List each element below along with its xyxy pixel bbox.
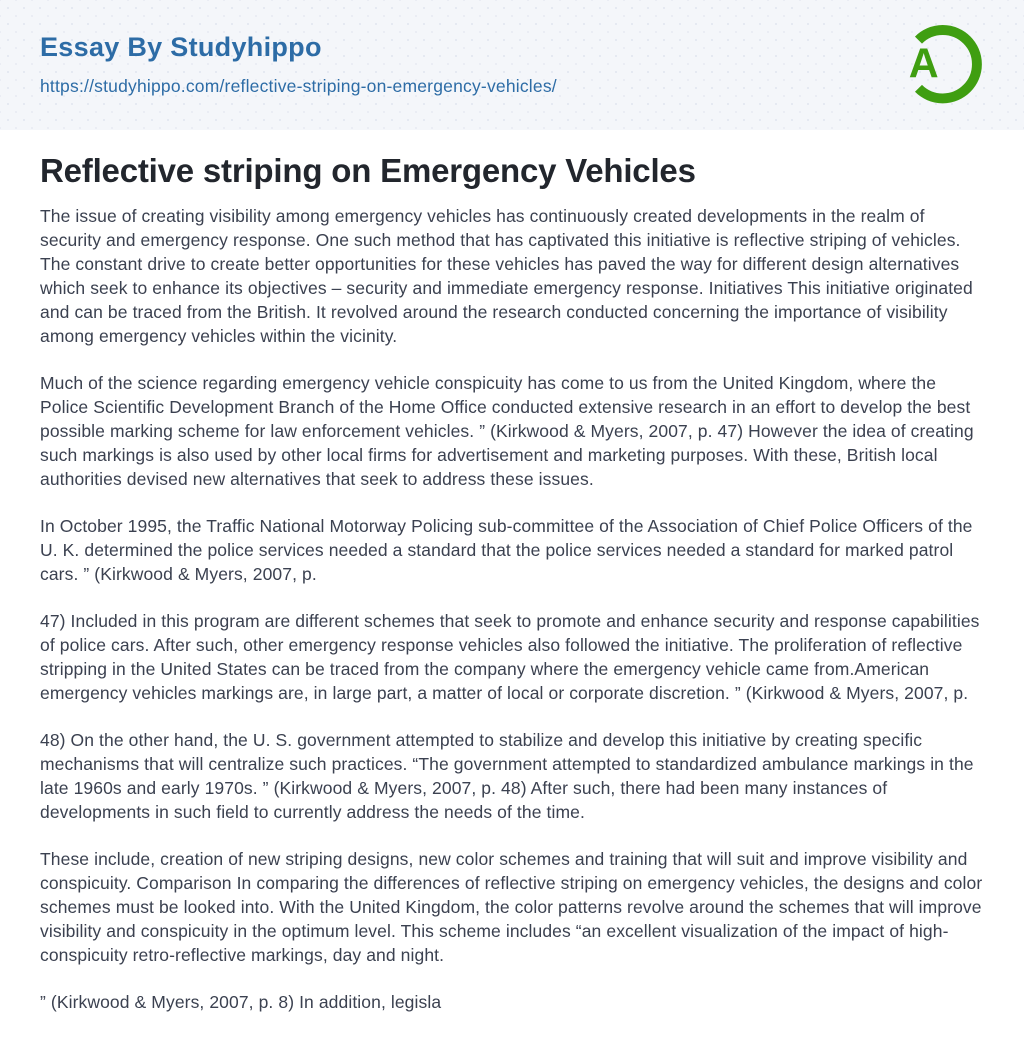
essay-text xyxy=(40,204,984,1014)
studyhippo-logo-icon xyxy=(894,21,984,111)
essay-paragraph-6: These include, creation of new striping designs, new color schemes and training that will suit and improve visibility and conspicuity. Comparison In comparing the differences of reflective striping on emergency vehicles, the designs and color schemes must be looked into. With the United Kingdom, the color patterns revolve around the schemes that will improve visibility and conspicuity in the optimum level. This scheme includes “an excellent visualization of the impact of high-conspicuity retro-reflective markings, day and night. xyxy=(40,848,983,965)
essay-paragraph-5: 48) On the other hand, the U. S. government attempted to stabilize and develop this initiative by creating specific mechanisms that will centralize such practices. “The government attempted to standardized ambulance markings in the late 1960s and early 1970s. ” (Kirkwood & Myers, 2007, p. 48) After such, there had been many instances of developments in such field to currently address the needs of the time. xyxy=(40,729,974,822)
logo-letter: A xyxy=(908,40,939,87)
essay-paragraph-4: 47) Included in this program are different schemes that seek to promote and enhance security and response capabilities of police cars. After such, other emergency response vehicles also followed the initiative. The proliferation of reflective stripping in the United States can be traced from the company where the emergency vehicle came from.American emergency vehicles markings are, in large part, a matter of local or corporate discretion. ” (Kirkwood & Myers, 2007, p. xyxy=(40,610,980,703)
essay-title: Reflective striping on Emergency Vehicles xyxy=(40,152,696,189)
header-text-block xyxy=(40,33,557,98)
page-header xyxy=(0,0,1024,130)
site-title: Essay By Studyhippo xyxy=(40,31,322,62)
essay-paragraph-2: Much of the science regarding emergency vehicle conspicuity has come to us from the United Kingdom, where the Police Scientific Development Branch of the Home Office conducted extensive research in an effort to develop the best possible marking scheme for law enforcement vehicles. ” (Kirkwood & Myers, 2007, p. 47) However the idea of creating such markings is also used by other local firms for advertisement and marketing purposes. With these, British local authorities devised new alternatives that seek to address these issues. xyxy=(40,372,974,489)
document-body xyxy=(0,130,1024,1014)
essay-paragraph-1: The issue of creating visibility among emergency vehicles has continuously created developments in the realm of security and emergency response. One such method that has captivated this initiative is reflective striping of vehicles. The constant drive to create better opportunities for these vehicles has paved the way for different design alternatives which seek to enhance its objectives – security and immediate emergency response. Initiatives This initiative originated and can be traced from the British. It revolved around the research conducted concerning the importance of visibility among emergency vehicles within the vicinity. xyxy=(40,205,973,346)
essay-paragraph-7: ” (Kirkwood & Myers, 2007, p. 8) In addition, legisla xyxy=(40,991,442,1012)
essay-paragraph-3: In October 1995, the Traffic National Motorway Policing sub-committee of the Association of Chief Police Officers of the U. K. determined the police services needed a standard that the police services needed a standard for marked patrol cars. ” (Kirkwood & Myers, 2007, p. xyxy=(40,515,973,584)
source-url-link[interactable]: https://studyhippo.com/reflective-striping-on-emergency-vehicles/ xyxy=(40,76,557,97)
